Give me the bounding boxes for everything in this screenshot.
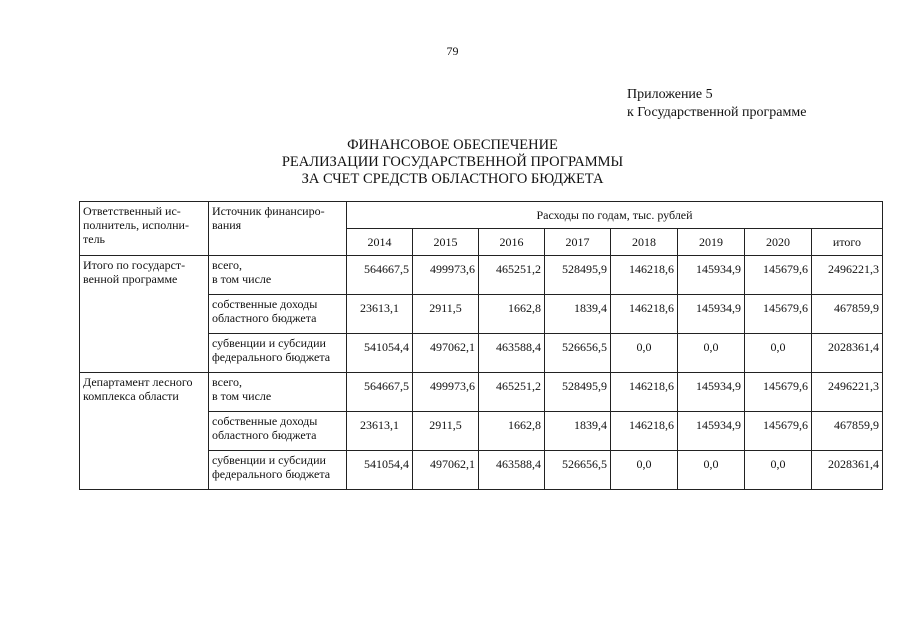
total-cell: 2028361,4 xyxy=(812,451,883,490)
year-total: итого xyxy=(812,229,883,256)
total-cell: 2496221,3 xyxy=(812,256,883,295)
value-cell: 23613,1 xyxy=(347,412,413,451)
responsible-cell: Итого по государст- венной программе xyxy=(80,256,209,373)
source-cell: собственные доходы областного бюджета xyxy=(209,295,347,334)
year-2016: 2016 xyxy=(479,229,545,256)
value-cell: 145679,6 xyxy=(745,256,812,295)
value-cell: 541054,4 xyxy=(347,334,413,373)
source-cell: всего, в том числе xyxy=(209,373,347,412)
value-cell: 145679,6 xyxy=(745,412,812,451)
financing-table xyxy=(79,201,883,490)
value-cell: 497062,1 xyxy=(413,334,479,373)
total-cell: 467859,9 xyxy=(812,412,883,451)
value-cell: 499973,6 xyxy=(413,373,479,412)
value-cell: 1662,8 xyxy=(479,412,545,451)
value-cell: 564667,5 xyxy=(347,373,413,412)
value-cell: 146218,6 xyxy=(611,373,678,412)
value-cell: 463588,4 xyxy=(479,334,545,373)
value-cell: 465251,2 xyxy=(479,256,545,295)
value-cell: 0,0 xyxy=(678,334,745,373)
year-2019: 2019 xyxy=(678,229,745,256)
appendix-note xyxy=(627,86,806,122)
value-cell: 499973,6 xyxy=(413,256,479,295)
responsible-cell: Департамент лесного комплекса области xyxy=(80,373,209,490)
year-2018: 2018 xyxy=(611,229,678,256)
value-cell: 465251,2 xyxy=(479,373,545,412)
year-2020: 2020 xyxy=(745,229,812,256)
value-cell: 0,0 xyxy=(745,451,812,490)
title-line-3: ЗА СЧЕТ СРЕДСТВ ОБЛАСТНОГО БЮДЖЕТА xyxy=(301,171,604,187)
source-cell: всего, в том числе xyxy=(209,256,347,295)
table-row xyxy=(80,373,883,412)
value-cell: 145934,9 xyxy=(678,256,745,295)
source-cell: субвенции и субсидии федерального бюджета xyxy=(209,334,347,373)
value-cell: 145934,9 xyxy=(678,295,745,334)
source-cell: субвенции и субсидии федерального бюджета xyxy=(209,451,347,490)
value-cell: 541054,4 xyxy=(347,451,413,490)
value-cell: 146218,6 xyxy=(611,412,678,451)
value-cell: 1839,4 xyxy=(545,295,611,334)
title-line-2: РЕАЛИЗАЦИИ ГОСУДАРСТВЕННОЙ ПРОГРАММЫ xyxy=(281,154,624,170)
value-cell: 1839,4 xyxy=(545,412,611,451)
value-cell: 145679,6 xyxy=(745,295,812,334)
table-row xyxy=(80,256,883,295)
value-cell: 526656,5 xyxy=(545,451,611,490)
value-cell: 145934,9 xyxy=(678,412,745,451)
header-expenses: Расходы по годам, тыс. рублей xyxy=(347,202,883,229)
total-cell: 467859,9 xyxy=(812,295,883,334)
appendix-line-2: к Государственной программе xyxy=(627,105,807,120)
total-cell: 2496221,3 xyxy=(812,373,883,412)
value-cell: 2911,5 xyxy=(413,412,479,451)
year-2015: 2015 xyxy=(413,229,479,256)
value-cell: 463588,4 xyxy=(479,451,545,490)
title-line-1: ФИНАНСОВОЕ ОБЕСПЕЧЕНИЕ xyxy=(347,137,558,153)
year-2017: 2017 xyxy=(545,229,611,256)
total-cell: 2028361,4 xyxy=(812,334,883,373)
value-cell: 145679,6 xyxy=(745,373,812,412)
value-cell: 0,0 xyxy=(611,334,678,373)
header-responsible: Ответственный ис- полнитель, исполни- тель xyxy=(80,202,209,256)
page-number: 79 xyxy=(446,44,459,58)
value-cell: 528495,9 xyxy=(545,256,611,295)
value-cell: 564667,5 xyxy=(347,256,413,295)
value-cell: 23613,1 xyxy=(347,295,413,334)
value-cell: 145934,9 xyxy=(678,373,745,412)
value-cell: 2911,5 xyxy=(413,295,479,334)
appendix-line-1: Приложение 5 xyxy=(627,87,713,102)
source-cell: собственные доходы областного бюджета xyxy=(209,412,347,451)
value-cell: 146218,6 xyxy=(611,256,678,295)
year-2014: 2014 xyxy=(347,229,413,256)
header-source: Источник финансиро- вания xyxy=(209,202,347,256)
value-cell: 497062,1 xyxy=(413,451,479,490)
value-cell: 528495,9 xyxy=(545,373,611,412)
value-cell: 146218,6 xyxy=(611,295,678,334)
value-cell: 526656,5 xyxy=(545,334,611,373)
header-row xyxy=(80,202,883,229)
value-cell: 0,0 xyxy=(678,451,745,490)
value-cell: 0,0 xyxy=(745,334,812,373)
document-title xyxy=(0,137,905,188)
value-cell: 1662,8 xyxy=(479,295,545,334)
value-cell: 0,0 xyxy=(611,451,678,490)
